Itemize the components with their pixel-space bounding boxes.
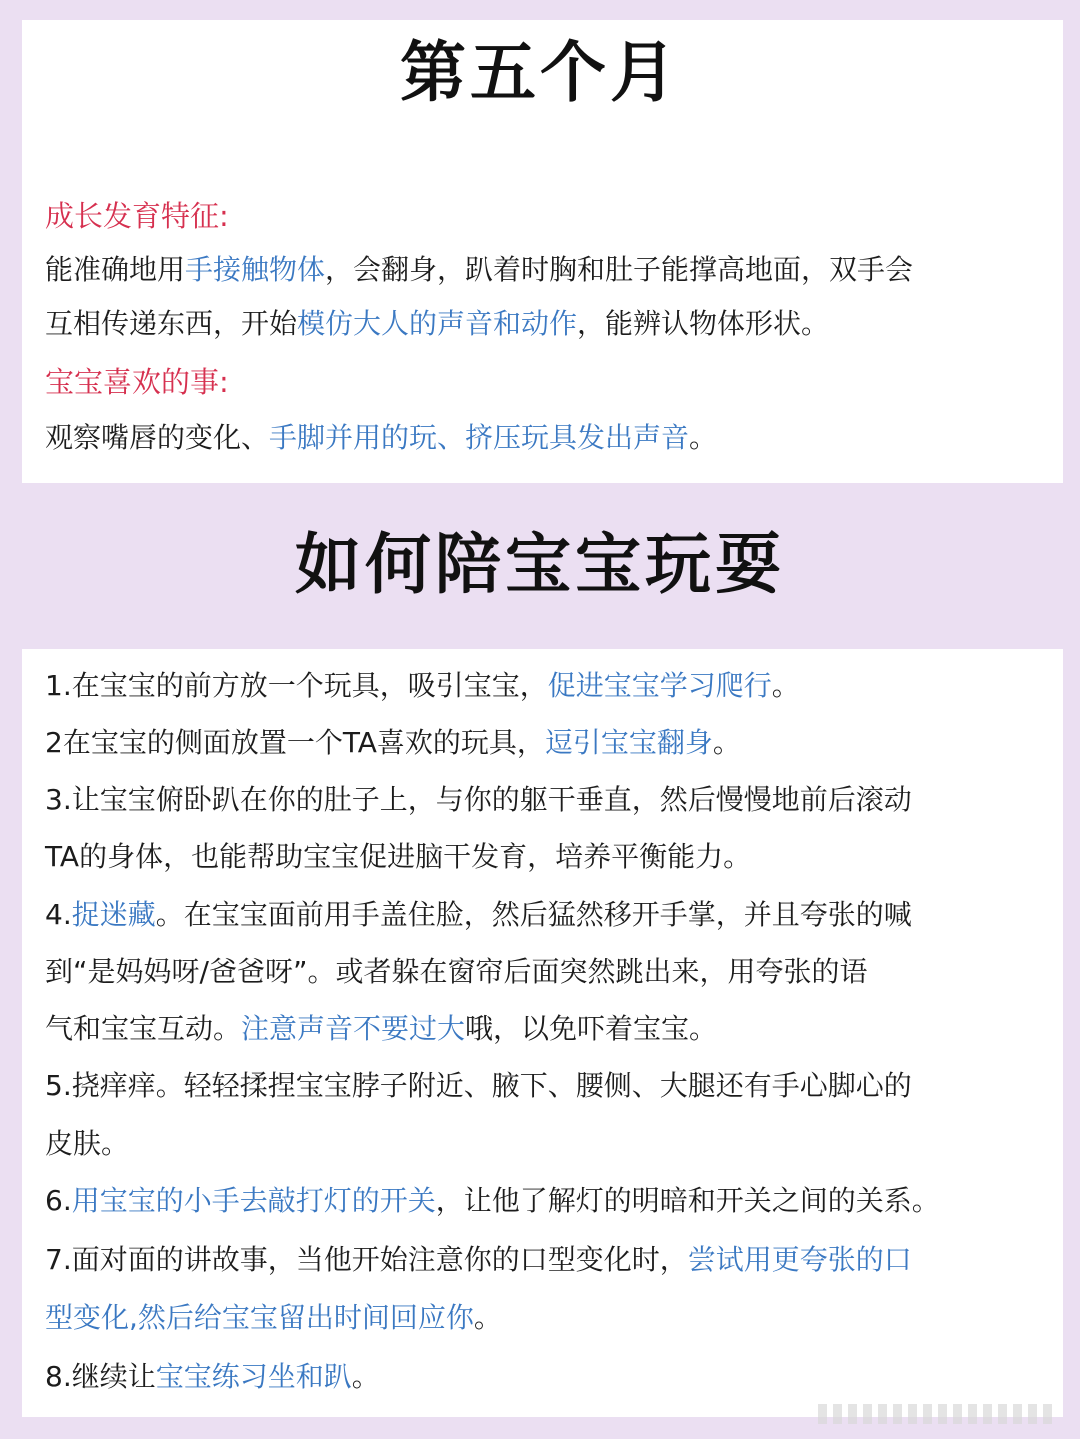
item-3-line-2: TA的身体，也能帮助宝宝促进脑干发育，培养平衡能力。 xyxy=(45,840,752,873)
item-6-number: 6. xyxy=(45,1184,72,1217)
item-4-line-1 xyxy=(45,895,1070,935)
item-7-end: 。 xyxy=(473,1301,502,1334)
item-2-text: 2在宝宝的侧面放置一个TA喜欢的玩具， xyxy=(45,726,545,759)
item-4-text-3a: 气和宝宝互动。 xyxy=(45,1012,242,1045)
item-8-end: 。 xyxy=(351,1360,380,1393)
growth-line-2 xyxy=(45,304,1070,344)
likes-heading: 宝宝喜欢的事: xyxy=(45,365,229,399)
item-2-end: 。 xyxy=(712,726,741,759)
likes-text-c: 。 xyxy=(689,421,718,454)
item-4-text: 。在宝宝面前用手盖住脸，然后猛然移开手掌，并且夸张的喊 xyxy=(155,898,912,931)
growth-text-2a: 互相传递东西，开始 xyxy=(45,307,298,340)
watermark xyxy=(818,1404,1058,1424)
item-6-highlight: 用宝宝的小手去敲打灯的开关 xyxy=(71,1184,436,1217)
item-8-text: 8.继续让 xyxy=(45,1360,156,1393)
item-4-line-3 xyxy=(45,1009,1070,1049)
item-1-text: 1.在宝宝的前方放一个玩具，吸引宝宝， xyxy=(45,669,548,702)
item-5-line-1: 5.挠痒痒。轻轻揉捏宝宝脖子附近、腋下、腰侧、大腿还有手心脚心的 xyxy=(45,1069,912,1102)
item-1-highlight: 促进宝宝学习爬行 xyxy=(547,669,772,702)
growth-text-2c: ，能辨认物体形状。 xyxy=(577,307,830,340)
item-3-line-1: 3.让宝宝俯卧趴在你的肚子上，与你的躯干垂直，然后慢慢地前后滚动 xyxy=(45,783,912,816)
item-1 xyxy=(45,666,1070,706)
item-4-line-2: 到“是妈妈呀/爸爸呀”。或者躲在窗帘后面突然跳出来，用夸张的语 xyxy=(45,955,868,988)
item-6-text: ，让他了解灯的明暗和开关之间的关系。 xyxy=(435,1184,940,1217)
item-2-highlight: 逗引宝宝翻身 xyxy=(544,726,713,759)
item-8 xyxy=(45,1357,1070,1397)
item-7-text: 7.面对面的讲故事，当他开始注意你的口型变化时， xyxy=(45,1243,688,1276)
growth-highlight-2: 模仿大人的声音和动作 xyxy=(297,307,578,340)
growth-line-1 xyxy=(45,250,1070,290)
item-5-line-2: 皮肤。 xyxy=(45,1127,130,1160)
month-title: 第五个月 xyxy=(400,34,680,111)
likes-highlight: 手脚并用的玩、挤压玩具发出声音 xyxy=(269,421,690,454)
growth-text-1a: 能准确地用 xyxy=(45,253,186,286)
play-title: 如何陪宝宝玩耍 xyxy=(295,526,785,603)
item-2 xyxy=(45,723,1070,763)
likes-text-a: 观察嘴唇的变化、 xyxy=(45,421,270,454)
item-4-highlight: 捉迷藏 xyxy=(71,898,156,931)
item-7-line-1 xyxy=(45,1240,1070,1280)
likes-line xyxy=(45,418,1070,458)
growth-highlight-1: 手接触物体 xyxy=(185,253,326,286)
item-4-number: 4. xyxy=(45,898,72,931)
item-7-highlight-1: 尝试用更夸张的口 xyxy=(687,1243,912,1276)
item-1-end: 。 xyxy=(771,669,800,702)
growth-heading: 成长发育特征: xyxy=(45,199,229,233)
item-8-highlight: 宝宝练习坐和趴 xyxy=(155,1360,352,1393)
item-4-text-3c: 哦，以免吓着宝宝。 xyxy=(465,1012,718,1045)
item-4-highlight-3: 注意声音不要过大 xyxy=(241,1012,466,1045)
item-6 xyxy=(45,1181,1070,1221)
growth-text-1c: ，会翻身，趴着时胸和肚子能撑高地面，双手会 xyxy=(325,253,914,286)
item-7-highlight-2: 型变化,然后给宝宝留出时间回应你 xyxy=(45,1301,474,1334)
item-7-line-2 xyxy=(45,1298,1070,1338)
